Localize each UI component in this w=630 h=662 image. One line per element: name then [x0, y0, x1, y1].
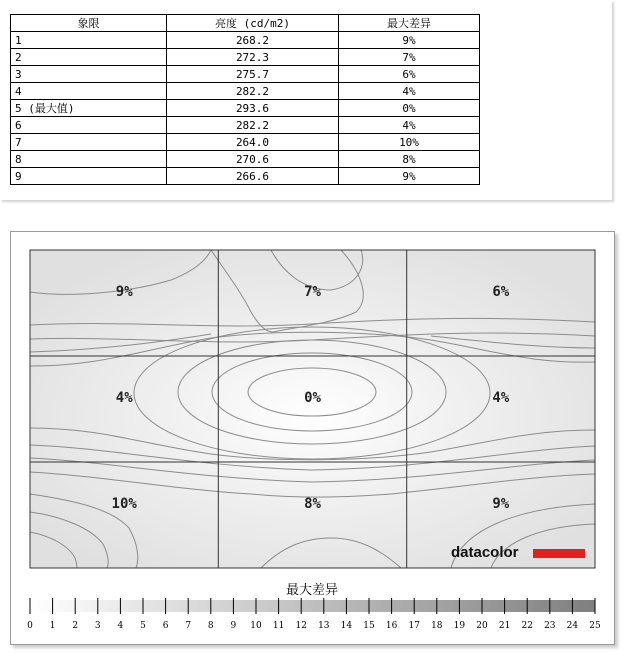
scale-tick-label: 1: [49, 621, 56, 631]
table-row: [11, 32, 480, 49]
scale-tick-label: 8: [207, 621, 214, 631]
luminance-cell: 275.7: [167, 66, 339, 83]
cell-label: 4%: [115, 390, 133, 406]
scale-tick-label: 25: [589, 621, 601, 631]
scale-tick-label: 21: [498, 621, 511, 631]
cell-label: 0%: [304, 390, 321, 406]
scale-tick-label: 17: [408, 621, 420, 631]
scale-tick-label: 16: [385, 621, 398, 631]
max-difference-cell: 10%: [339, 134, 480, 151]
scale-tick-label: 9: [230, 621, 237, 631]
quadrant-cell: 2: [11, 49, 167, 66]
scale-tick-label: 22: [521, 621, 533, 631]
cell-label: 6%: [492, 284, 510, 300]
luminance-cell: 268.2: [167, 32, 339, 49]
scale-tick-label: 24: [566, 621, 579, 631]
luminance-cell: 282.2: [167, 117, 339, 134]
cell-label: 4%: [492, 390, 510, 406]
table-row: [11, 66, 480, 83]
scale-tick-label: 15: [363, 621, 375, 631]
scale-tick-label: 18: [431, 621, 443, 631]
column-header-quadrant: 象限: [11, 15, 167, 32]
cell-label: 10%: [111, 496, 137, 512]
uniformity-table-panel: [0, 0, 612, 200]
scale-tick-label: 5: [140, 621, 146, 631]
luminance-cell: 272.3: [167, 49, 339, 66]
scale-tick-label: 11: [272, 621, 285, 631]
luminance-cell: 266.6: [167, 168, 339, 185]
luminance-cell: 293.6: [167, 100, 339, 117]
max-difference-cell: 7%: [339, 49, 480, 66]
quadrant-cell: 5 (最大值): [11, 100, 167, 117]
quadrant-cell: 3: [11, 66, 167, 83]
max-difference-cell: 9%: [339, 168, 480, 185]
cell-label: 8%: [304, 496, 321, 512]
table-row: [11, 134, 480, 151]
cell-label: 9%: [115, 284, 133, 300]
max-difference-cell: 4%: [339, 83, 480, 100]
table-body: [11, 32, 480, 185]
quadrant-cell: 9: [11, 168, 167, 185]
logo-text: datacolor: [451, 544, 519, 561]
table-header-row: [11, 15, 480, 32]
max-difference-cell: 9%: [339, 32, 480, 49]
table-row: [11, 168, 480, 185]
scale-tick-label: 0: [27, 621, 33, 631]
max-difference-cell: 4%: [339, 117, 480, 134]
table-row: [11, 151, 480, 168]
uniformity-chart-panel: [10, 231, 615, 645]
table-row: [11, 117, 480, 134]
luminance-cell: 270.6: [167, 151, 339, 168]
scale-tick-label: 14: [340, 621, 353, 631]
uniformity-chart: [11, 232, 614, 644]
uniformity-table: [10, 14, 480, 185]
scale-tick-label: 10: [250, 621, 262, 631]
scale-gradient-bar: [30, 600, 595, 612]
scale-tick-label: 13: [318, 621, 330, 631]
cell-label: 9%: [492, 496, 510, 512]
quadrant-cell: 8: [11, 151, 167, 168]
scale-tick-label: 2: [72, 621, 79, 631]
column-header-max-difference: 最大差异: [339, 15, 480, 32]
scale-tick-label: 6: [162, 621, 169, 631]
table-row: [11, 100, 480, 117]
scale-tick-label: 4: [117, 621, 124, 631]
quadrant-cell: 6: [11, 117, 167, 134]
logo-bar: [533, 549, 585, 558]
max-difference-cell: 8%: [339, 151, 480, 168]
scale-title: 最大差异: [285, 583, 339, 598]
scale-tick-label: 20: [476, 621, 488, 631]
scale-tick-label: 23: [544, 621, 556, 631]
luminance-cell: 282.2: [167, 83, 339, 100]
quadrant-cell: 4: [11, 83, 167, 100]
scale-tick-label: 19: [453, 621, 466, 631]
quadrant-cell: 1: [11, 32, 167, 49]
max-difference-cell: 6%: [339, 66, 480, 83]
quadrant-cell: 7: [11, 134, 167, 151]
cell-label: 7%: [304, 284, 321, 300]
max-difference-cell: 0%: [339, 100, 480, 117]
scale-tick-label: 3: [94, 621, 101, 631]
scale-tick-label: 12: [295, 621, 307, 631]
column-header-luminance: 亮度 (cd/m2): [167, 15, 339, 32]
luminance-cell: 264.0: [167, 134, 339, 151]
table-row: [11, 49, 480, 66]
table-row: [11, 83, 480, 100]
scale-tick-label: 7: [185, 621, 192, 631]
